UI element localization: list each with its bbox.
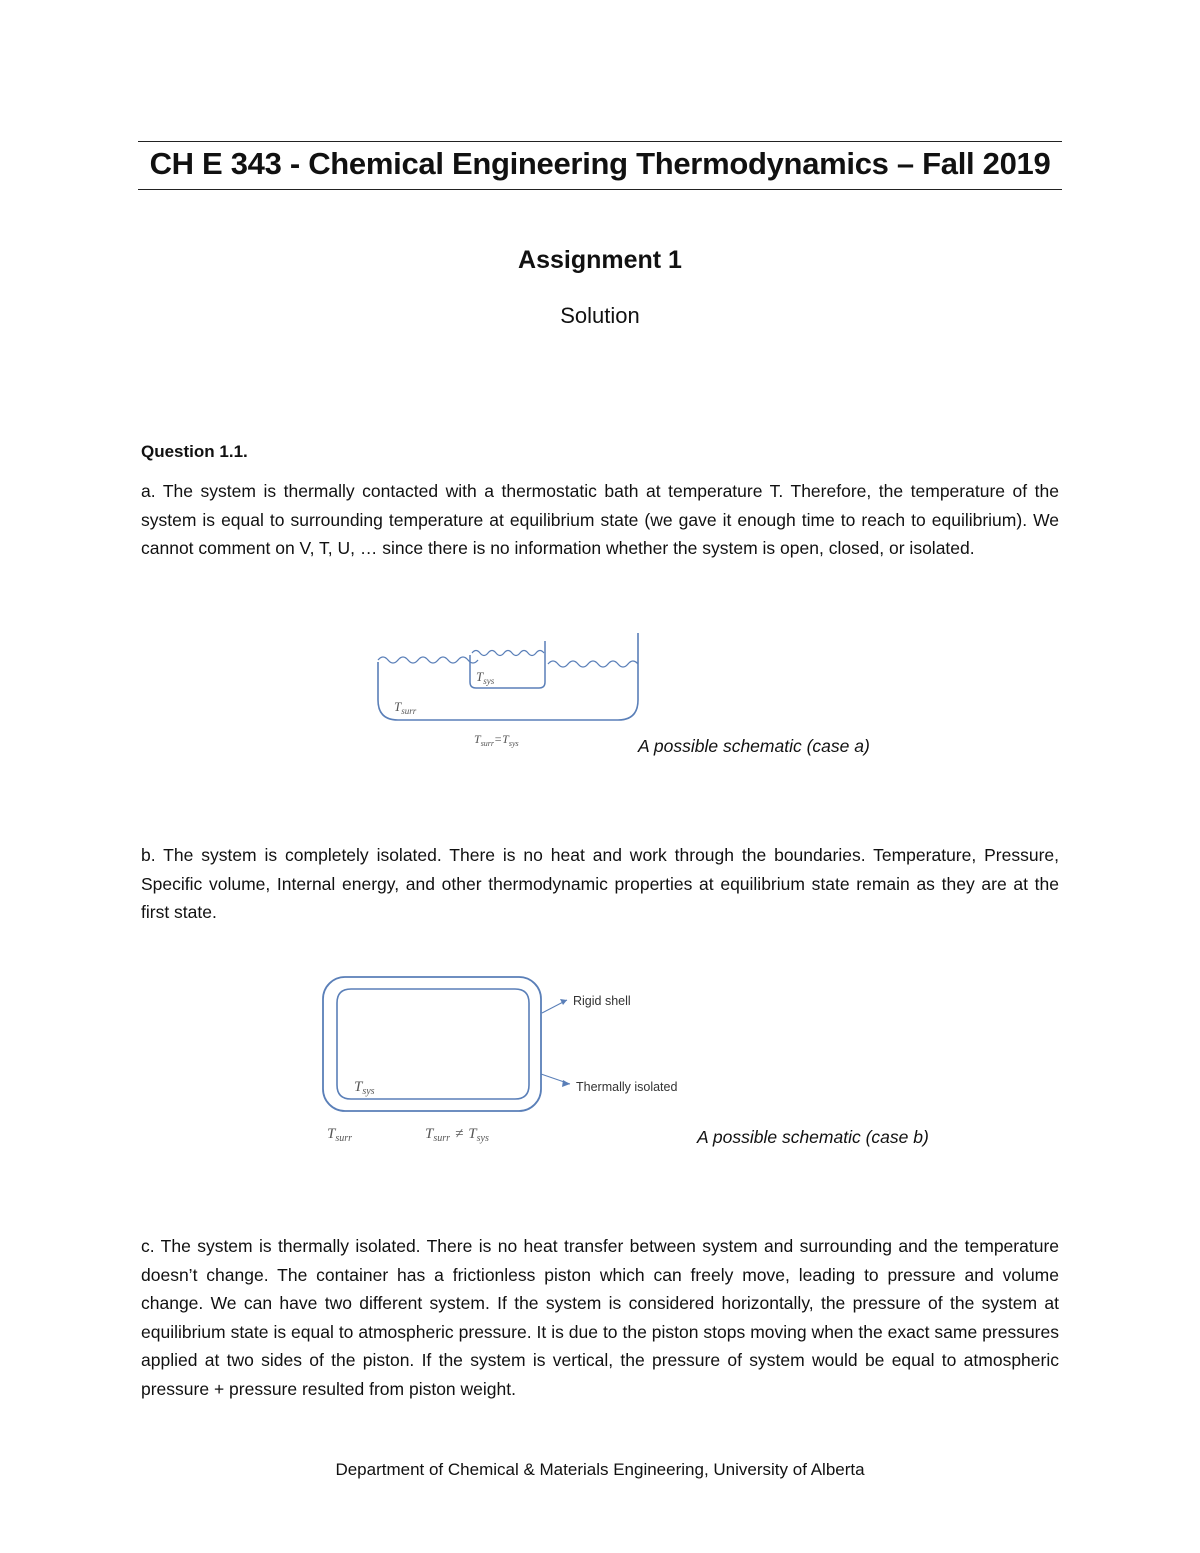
- caption-case-b: A possible schematic (case b): [697, 1127, 929, 1147]
- title-rule-bottom: [138, 189, 1062, 190]
- label-rigid-shell: Rigid shell: [573, 994, 631, 1008]
- solution-subtitle: Solution: [560, 303, 640, 328]
- isolation-boundary-top: [337, 989, 529, 1012]
- question-heading: Question 1.1.: [141, 442, 248, 461]
- label-equality-a: $T_{surr}=T_{sys}$: [474, 732, 519, 748]
- system-box: [470, 641, 545, 688]
- label-t-surr-a: $T_{surr}$: [394, 699, 417, 716]
- bath-container: [378, 633, 638, 720]
- page-footer: Department of Chemical & Materials Engineering, University of Alberta: [335, 1460, 865, 1479]
- label-thermally-isolated: Thermally isolated: [576, 1080, 678, 1094]
- label-inequality-b: $T_{surr} \ne T_{sys}$: [425, 1126, 489, 1144]
- part-b-paragraph: b. The system is completely isolated. There is no heat and work through the boundaries. Temperature, Pressure, Specific volume, Internal energy, and other thermodynamic properties at equilibrium state remain as they are at the first state.: [141, 845, 1059, 922]
- isolation-boundary-bottom: [337, 1068, 529, 1099]
- assignment-title: Assignment 1: [518, 246, 682, 274]
- caption-case-a: A possible schematic (case a): [638, 736, 870, 756]
- rigid-shell-outer: [323, 977, 541, 1111]
- pointer-thermally-isolated: [541, 1074, 570, 1084]
- course-title: CH E 343 - Chemical Engineering Thermodynamics – Fall 2019: [149, 146, 1051, 181]
- part-a-paragraph: a. The system is thermally contacted with a thermostatic bath at temperature T. Therefore, the temperature of the system is equal to surrounding temperature at equilibrium state (we gave it enough time to reach to equilibrium). We cannot comment on V, T, U, … since there is no information whether the system is open, closed, or isolated.: [141, 481, 1059, 558]
- label-t-sys-a: $T_{sys}$: [476, 669, 495, 686]
- title-rule-top: [138, 141, 1062, 142]
- system-wave: [472, 651, 544, 656]
- pointer-rigid-shell: [542, 1000, 567, 1013]
- label-t-sys-b: $T_{sys}$: [354, 1079, 375, 1097]
- label-t-surr-b: $T_{surr}$: [327, 1126, 353, 1144]
- part-c-paragraph: c. The system is thermally isolated. There is no heat transfer between system and surrounding and the temperature doesn’t change. The container has a frictionless piston which can freely move, leading to pressure and volume change. We can have two different system. If the system is considered horizontally, the pressure of the system at equilibrium state is equal to atmospheric pressure. It is due to the piston stops moving when the exact same pressures applied at two sides of the piston. If the system is vertical, the pressure of system would be equal to atmospheric pressure + pressure resulted from piston weight.: [141, 1236, 1059, 1399]
- water-surface-wave: [378, 657, 638, 667]
